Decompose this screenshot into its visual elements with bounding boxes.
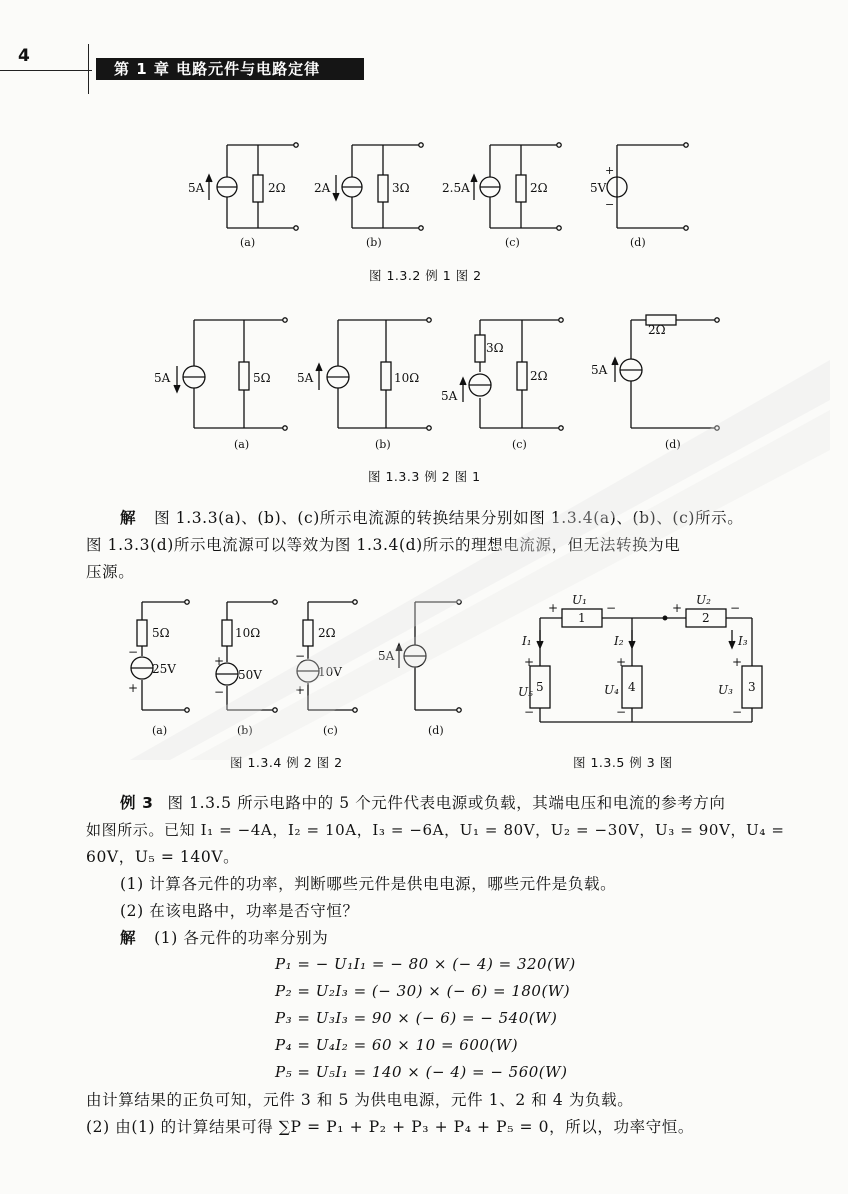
label-132d-minus: − [605, 198, 615, 211]
equation-p2: P₂ = U₂I₃ = (− 30) × (− 6) = 180(W) [275, 982, 571, 1000]
circuit-132c [471, 143, 561, 230]
circuit-135 [530, 609, 762, 722]
circuit-133d [612, 315, 719, 430]
header-rule [0, 70, 92, 71]
label-135-e4-plus: + [616, 655, 627, 669]
example3-question1: (1) 计算各元件的功率，判断哪些元件是供电电源，哪些元件是负载。 [120, 875, 617, 893]
label-132a-res: 2Ω [268, 181, 286, 195]
label-135-e5-plus: + [524, 655, 535, 669]
figure-1-3-4-caption: 图 1.3.4 例 2 图 2 [230, 755, 343, 770]
label-135-u5: U₅ [518, 685, 533, 699]
label-134b-res: 10Ω [235, 626, 261, 640]
example3-line3: 60V，U₅ = 140V。 [86, 848, 240, 866]
label-134a-sub: (a) [152, 724, 168, 737]
example3-line2: 如图所示。已知 I₁ = −4A，I₂ = 10A，I₃ = −6A，U₁ = 80V，U₂ = −30V，U₃ = 90V，U₄ = [86, 821, 785, 839]
label-135-box4: 4 [628, 680, 636, 694]
figure-1-3-2-caption: 图 1.3.2 例 1 图 2 [369, 268, 482, 283]
label-134d-sub: (d) [428, 724, 444, 737]
label-133c-source: 5A [441, 389, 458, 403]
label-135-u3: U₃ [718, 683, 733, 697]
circuit-134d [396, 600, 461, 712]
label-133b-sub: (b) [375, 438, 391, 451]
label-134d-source: 5A [378, 649, 395, 663]
label-135-u2-plus: + [672, 601, 683, 615]
label-135-u2: U₂ [696, 593, 711, 607]
label-135-u2-minus: − [730, 601, 741, 615]
label-133b-res: 10Ω [394, 371, 420, 385]
circuit-134a [131, 600, 189, 712]
label-133c-res-top: 3Ω [486, 341, 504, 355]
figure-1-3-3 [150, 310, 730, 455]
label-132b-source: 2A [314, 181, 331, 195]
label-134a-res: 5Ω [152, 626, 170, 640]
equation-p3: P₃ = U₃I₃ = 90 × (− 6) = − 540(W) [275, 1009, 558, 1027]
label-135-box1: 1 [578, 611, 586, 625]
label-135-i3: I₃ [738, 634, 748, 648]
solution-line2: 图 1.3.3(d)所示电流源可以等效为图 1.3.4(d)所示的理想电流源，但无法转换为电 [86, 536, 681, 554]
label-135-e3-minus: − [732, 705, 743, 719]
label-134c-bottom-sign: + [295, 683, 306, 697]
example3-solution-intro-wrap [120, 925, 835, 952]
label-135-box2: 2 [702, 611, 710, 625]
label-132c-source: 2.5A [442, 181, 470, 195]
header-divider [88, 44, 89, 94]
example3-line1: 图 1.3.5 所示电路中的 5 个元件代表电源或负载，其端电压和电流的参考方向 [167, 794, 726, 812]
label-133c-sub: (c) [512, 438, 527, 451]
label-132d-sub: (d) [630, 236, 646, 249]
chapter-title: 第 1 章 电路元件与电路定律 [96, 58, 364, 80]
label-133d-res: 2Ω [648, 323, 666, 337]
label-135-u1: U₁ [572, 593, 587, 607]
label-135-u4: U₄ [604, 683, 619, 697]
figure-1-3-4 [110, 592, 480, 744]
label-133d-source: 5A [591, 363, 608, 377]
equation-p4: P₄ = U₄I₂ = 60 × 10 = 600(W) [275, 1036, 519, 1054]
label-133a-source: 5A [154, 371, 171, 385]
label-132b-res: 3Ω [392, 181, 410, 195]
label-132d-plus: + [605, 164, 615, 177]
label-134a-bottom-sign: + [128, 681, 139, 695]
figure-1-3-5-caption: 图 1.3.5 例 3 图 [573, 755, 673, 770]
label-135-u1-minus: − [606, 601, 617, 615]
label-132b-sub: (b) [366, 236, 382, 249]
example3-solution-intro: (1) 各元件的功率分别为 [154, 929, 329, 947]
label-132a-sub: (a) [240, 236, 256, 249]
equation-p5: P₅ = U₅I₁ = 140 × (− 4) = − 560(W) [275, 1063, 568, 1081]
label-134b-sub: (b) [237, 724, 253, 737]
circuit-132d [607, 143, 688, 230]
conclusion-line2: (2) 由(1) 的计算结果可得 ∑P = P₁ + P₂ + P₃ + P₄ + P₅ = 0，所以，功率守恒。 [86, 1118, 695, 1136]
label-133c-res: 2Ω [530, 369, 548, 383]
example3-solution-label: 解 [120, 929, 137, 947]
label-132c-res: 2Ω [530, 181, 548, 195]
label-132d-source: 5V [590, 181, 607, 195]
label-133a-sub: (a) [234, 438, 250, 451]
label-133d-sub: (d) [665, 438, 681, 451]
label-134c-source: 10V [318, 665, 342, 679]
circuit-134c [297, 600, 357, 712]
label-135-i1: I₁ [522, 634, 532, 648]
example3-question2: (2) 在该电路中，功率是否守恒？ [120, 902, 359, 920]
label-134c-top-sign: − [295, 649, 306, 663]
label-135-box5: 5 [536, 680, 544, 694]
label-133b-source: 5A [297, 371, 314, 385]
figure-1-3-2 [180, 130, 700, 250]
label-135-e5-minus: − [524, 705, 535, 719]
figure-1-3-3-caption: 图 1.3.3 例 2 图 1 [368, 469, 481, 484]
label-134c-sub: (c) [323, 724, 338, 737]
solution-line3: 压源。 [86, 563, 135, 581]
label-132a-source: 5A [188, 181, 205, 195]
label-134b-source: 50V [238, 668, 262, 682]
label-133a-res: 5Ω [253, 371, 271, 385]
solution-line1: 图 1.3.3(a)、(b)、(c)所示电流源的转换结果分别如图 1.3.4(a)、(b)、(c)所示。 [154, 509, 744, 527]
example3-line1-wrap [120, 790, 835, 817]
label-135-box3: 3 [748, 680, 756, 694]
label-134b-bottom-sign: − [214, 685, 225, 699]
equation-p1: P₁ = − U₁I₁ = − 80 × (− 4) = 320(W) [275, 955, 576, 973]
page-number: 4 [18, 46, 30, 66]
conclusion-line1: 由计算结果的正负可知，元件 3 和 5 为供电电源，元件 1、2 和 4 为负载。 [86, 1091, 634, 1109]
label-134b-top-sign: + [214, 654, 225, 668]
figure-1-3-5 [510, 590, 780, 740]
label-132c-sub: (c) [505, 236, 520, 249]
label-135-e4-minus: − [616, 705, 627, 719]
solution-paragraph [120, 505, 830, 532]
example3-label: 例 3 [120, 794, 154, 812]
label-135-i2: I₂ [614, 634, 624, 648]
circuit-133c [460, 318, 563, 430]
solution-label: 解 [120, 509, 137, 527]
circuit-134b [216, 600, 277, 712]
label-135-e3-plus: + [732, 655, 743, 669]
label-134c-res: 2Ω [318, 626, 336, 640]
label-135-u1-plus: + [548, 601, 559, 615]
circuit-132b [333, 143, 423, 230]
label-134a-top-sign: − [128, 645, 139, 659]
label-134a-source: 25V [152, 662, 176, 676]
